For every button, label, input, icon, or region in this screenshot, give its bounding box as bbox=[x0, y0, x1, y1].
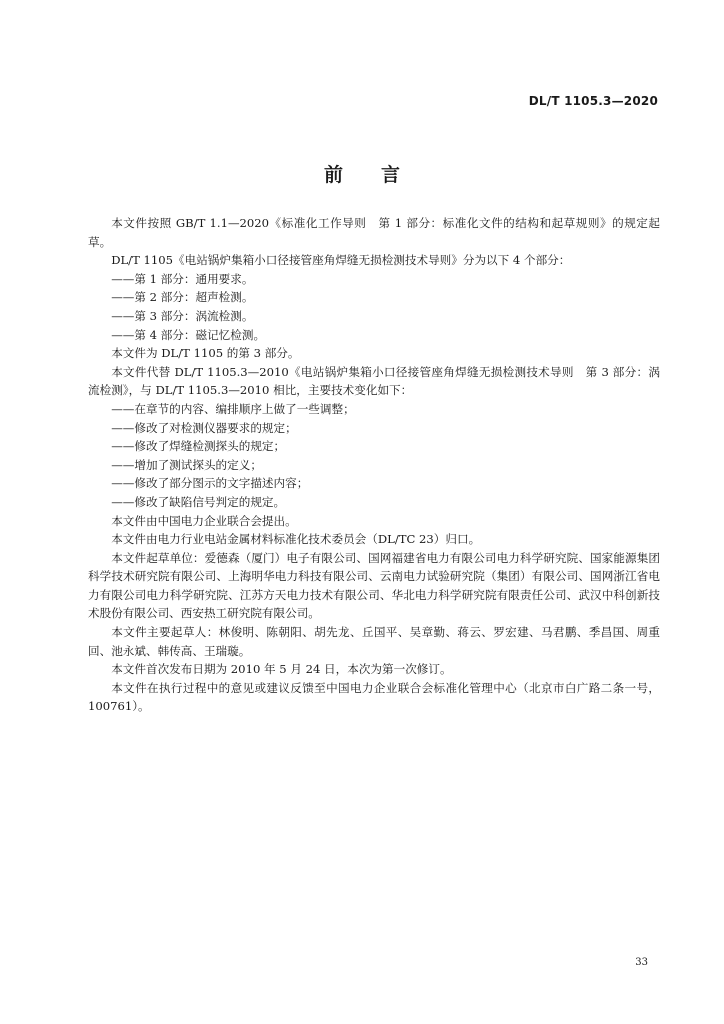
list-item-change: ——增加了测试探头的定义； bbox=[111, 457, 262, 472]
list-item-change: ——在章节的内容、编排顺序上做了一些调整； bbox=[111, 401, 355, 416]
list-item-change: ——修改了缺陷信号判定的规定。 bbox=[111, 494, 286, 509]
list-item-change: ——修改了对检测仪器要求的规定； bbox=[111, 420, 297, 435]
document-code: DL/T 1105.3—2020 bbox=[528, 94, 658, 108]
paragraph-proposed-by: 本文件由中国电力企业联合会提出。 bbox=[111, 513, 297, 528]
list-item-part: ——第 3 部分：涡流检测。 bbox=[111, 308, 254, 323]
page-title: 前言 bbox=[323, 164, 438, 186]
list-item-part: ——第 4 部分：磁记忆检测。 bbox=[111, 327, 266, 342]
paragraph-part-statement: 本文件为 DL/T 1105 的第 3 部分。 bbox=[111, 346, 300, 361]
paragraph-series-parts: DL/T 1105《电站锅炉集箱小口径接管座角焊缝无损检测技术导则》分为以下 4 个部分： bbox=[111, 253, 571, 268]
paragraph-drafting-units: 本文件起草单位：爱德森（厦门）电子有限公司、国网福建省电力有限公司电力科学研究院、国家能源集团科学技术研究院有限公司、上海明华电力科技有限公司、云南电力试验研究院（集团）有限公司、国网浙江省电力有限公司电力科学研究院、江苏方天电力技术有限公司、华北电力科学研究院有限责任公司、武汉中科创新技术股份有限公司、西安热工研究院有限公司。 bbox=[88, 550, 660, 621]
paragraph-drafters: 本文件主要起草人：林俊明、陈朝阳、胡先龙、丘国平、吴章勤、蒋云、罗宏建、马君鹏、季昌国、周重回、池永斌、韩传高、王瑞璇。 bbox=[88, 625, 660, 658]
foreword-body bbox=[88, 214, 660, 716]
list-item-part: ——第 2 部分：超声检测。 bbox=[111, 290, 254, 305]
list-item-change: ——修改了焊缝检测探头的规定； bbox=[111, 439, 286, 454]
paragraph-under-jurisdiction: 本文件由电力行业电站金属材料标准化技术委员会（DL/TC 23）归口。 bbox=[111, 532, 481, 547]
paragraph-feedback: 本文件在执行过程中的意见或建议反馈至中国电力企业联合会标准化管理中心（北京市白广路二条一号，100761）。 bbox=[88, 680, 660, 714]
list-item-change: ——修改了部分图示的文字描述内容； bbox=[111, 476, 309, 491]
paragraph-replaces: 本文件代替 DL/T 1105.3—2010《电站锅炉集箱小口径接管座角焊缝无损检测技术导则 第 3 部分：涡流检测》，与 DL/T 1105.3—2010 相比，主要技术变化如下： bbox=[88, 364, 660, 398]
paragraph-first-issue: 本文件首次发布日期为 2010 年 5 月 24 日，本次为第一次修订。 bbox=[111, 662, 452, 677]
paragraph-drafting-basis: 本文件按照 GB/T 1.1—2020《标准化工作导则 第 1 部分：标准化文件的结构和起草规则》的规定起草。 bbox=[88, 216, 660, 249]
page-number: 33 bbox=[635, 957, 648, 968]
list-item-part: ——第 1 部分：通用要求。 bbox=[111, 271, 254, 286]
